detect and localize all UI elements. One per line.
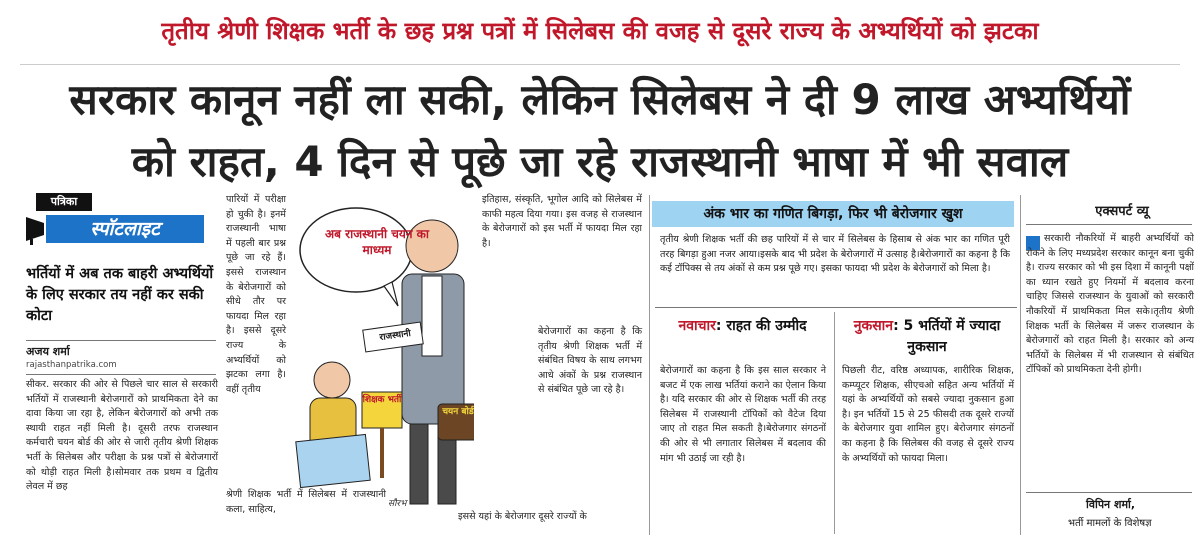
byline-bottom-rule: [26, 374, 216, 375]
novelty-title-red: नवाचार: [678, 318, 716, 334]
spotlight-label: स्पॉटलाइट: [46, 215, 204, 243]
spotlight-badge: [24, 193, 204, 253]
story-col3-mid: बेरोजगारों का कहना है कि तृतीय श्रेणी शिक्षक भर्ती में संबंधित विषय के साथ लगभग आधे अंकों के प्रश्न राजस्थान से संबंधित पूछे जा रहे है।: [538, 326, 642, 396]
cartoon-sign-label: शिक्षक भर्ती: [362, 395, 402, 405]
column-divider-2: [834, 312, 835, 534]
story-col1: सीकर. सरकार की ओर से पिछले चार साल से सरकारी भर्तियों में राजस्थानी बेरोजगारों को प्राथमिकता देने का दावा किया जा रहा है, लेकिन बेरोजगारों को अभी तक स्थायी राहत नहीं मिली है। दूसरी तरफ राजस्थान कर्मचारी चयन बोर्ड की ओर से जारी तृतीय श्रेणी शिक्षक भर्ती के सिलेबस और परीक्षा के प्रश्न पत्रों से बेरोजगारों को थोड़ी राहत मिली है।सोमवार तक प्रथम व द्वितीय लेवल में छह: [26, 379, 218, 493]
byline-author: अजय शर्मा: [26, 345, 70, 358]
byline-rule: [26, 340, 216, 341]
column-divider-3: [1020, 195, 1021, 535]
kicker-headline: तृतीय श्रेणी शिक्षक भर्ती के छह प्रश्न पत्रों में सिलेबस की वजह से दूसरे राज्य के अभ्यर्थियों को झटका: [161, 17, 1039, 45]
expert-role: भर्ती मामलों के विशेषज्ञ: [1068, 518, 1152, 529]
column-divider-1: [649, 195, 650, 535]
novelty-title: [660, 316, 825, 337]
story-subhead: भर्तियों में अब तक बाहरी अभ्यर्थियों के लिए सरकार तय नहीं कर सकी कोटा: [26, 266, 214, 324]
spotlight-tag: पत्रिका: [36, 193, 92, 211]
loss-body: पिछली रीट, वरिष्ठ अध्यापक, शारीरिक शिक्षक, कम्प्यूटर शिक्षक, सीएचओ सहित अन्य भर्तियों में यहां के अभ्यर्थियों को सबसे ज्यादा नुकसान हुआ है। इन भर्तियों 15 से 25 फीसदी तक दूसरे राज्यों के बेरोजगार युवा शामिल हुए। बेरोजगार संगठनों का कहना है कि सिलेबस की वजह से दूसरे राज्य के अभ्यर्थियों को फायदा मिला।: [842, 365, 1014, 464]
story-col3-top: इतिहास, संस्कृति, भूगोल आदि को सिलेबस में काफी महत्व दिया गया। इस वजह से राजस्थान के बेरोजगारों को इस भर्ती में फायदा मिल रहा है।: [482, 194, 642, 249]
expert-bottom-rule: [1026, 492, 1192, 493]
loss-title: [842, 316, 1012, 358]
expert-body: सरकारी नौकरियों में बाहरी अभ्यर्थियों को रोकने के लिए मध्यप्रदेश सरकार कानून बना चुकी है। राज्य सरकार को भी इस दिशा में कानूनी पक्षों का ध्यान रखते हुए नियमों में बदलाव करना चाहिए जिससे राजस्थान के युवाओं को सरकारी नौकरियों में प्राथमिकता मिल सके।तृतीय श्रेणी शिक्षक भर्ती के सिलेबस में जरूर राजस्थान के बेरोजगारों को राहत मिली है। सरकार को अन्य भर्तियों के सिलेबस में भी राजस्थान से संबंधित टॉपिकों को प्राथमिकता देनी होगी।: [1026, 233, 1194, 376]
novelty-body: बेरोजगारों का कहना है कि इस साल सरकार ने बजट में एक लाख भर्तियां कराने का ऐलान किया है। यदि सरकार की ओर से शिक्षक भर्ती की तरह सिलेबस में राजस्थानी टॉपिकों को वैटेज दिया जाए तो राहत मिल सकती है।बेरोजगार संगठनों की ओर से भी लगातार सिलेबस में बदलाव की मांग भी उठाई जा रही है।: [660, 365, 826, 464]
expert-name: विपिन शर्मा,: [1086, 498, 1136, 511]
blue-box-title: अंक भार का गणित बिगड़ा, फिर भी बेरोजगार खुश: [652, 201, 1014, 227]
byline-site: rajasthanpatrika.com: [26, 360, 117, 370]
novelty-title-rest: : राहत की उम्मीद: [715, 318, 807, 334]
blue-box-rule: [655, 307, 1017, 308]
main-headline-line2: को राहत, 4 दिन से पूछे जा रहे राजस्थानी भाषा में भी सवाल: [131, 137, 1069, 186]
expert-rule: [1026, 224, 1192, 225]
cartoon-paper-label: राजस्थानी: [378, 328, 412, 344]
loss-title-rest: : 5 भर्तियों में ज्यादा नुकसान: [893, 318, 1001, 355]
story-col2-bottom: श्रेणी शिक्षक भर्ती में सिलेबस में राजस्थानी कला, साहित्य,: [226, 489, 386, 515]
main-headline-line1: सरकार कानून नहीं ला सकी, लेकिन सिलेबस ने दी 9 लाख अभ्यर्थियों: [69, 75, 1131, 124]
cartoon-bag-label: चयन बोर्ड: [442, 407, 474, 417]
spotlight-lamp-icon: [24, 213, 46, 245]
story-col3-bottom: इससे यहां के बेरोजगार दूसरे राज्यों के: [458, 511, 587, 522]
cartoon-signature: सौरभ: [388, 499, 407, 509]
kicker-rule: [20, 64, 1180, 65]
loss-title-red: नुकसान: [853, 318, 894, 334]
cartoon-speech: अब राजस्थानी चयन का माध्यम: [324, 227, 429, 257]
story-col2-top: पारियों में परीक्षा हो चुकी है। इनमें राजस्थानी भाषा में पहली बार प्रश्न पूछे जा रहे हैं। इससे राजस्थान के बेरोजगारों को सीधे तौर पर फायदा मिल रहा है। इससे दूसरे राज्य के अभ्यर्थियों को झटका लगा है। वहीं तृतीय: [226, 194, 286, 395]
expert-view-title: एक्सपर्ट व्यू: [1095, 204, 1149, 219]
blue-box-body: तृतीय श्रेणी शिक्षक भर्ती की छह पारियों में से चार में सिलेबस के हिसाब से अंक भार का गणित पूरी तरह बिगड़ा हुआ नजर आया।इसके बाद भी प्रदेश के बेरोजगारों में उत्साह है।बेरोजगारों का कहना है कि कई टॉपिक्स से तय अंकों से कम प्रश्न पूछे गए। इसका फायदा भी प्रदेश के बेरोजगारों को मिला है।: [660, 234, 1010, 275]
